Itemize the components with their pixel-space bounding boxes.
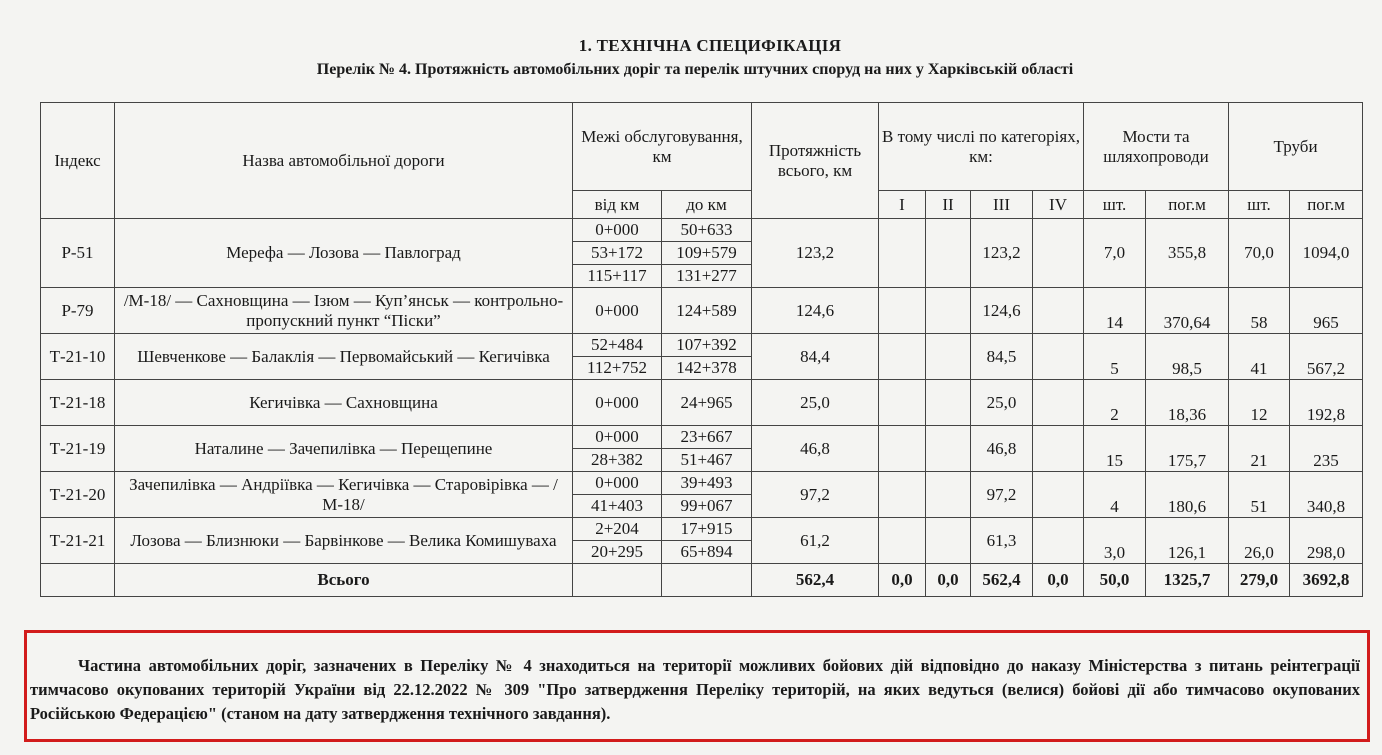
road-index: Т-21-10 [41, 334, 115, 380]
road-pipes-pcs: 26,0 [1229, 518, 1290, 564]
road-cat3: 123,2 [971, 219, 1033, 288]
table-row [41, 219, 1363, 242]
road-index: Т-21-21 [41, 518, 115, 564]
section-title: 1. ТЕХНІЧНА СПЕЦИФІКАЦІЯ [578, 36, 842, 55]
road-cat1 [879, 334, 926, 380]
table-row [41, 334, 1363, 357]
total-cat4: 0,0 [1033, 564, 1084, 597]
total-bridges-pcs: 50,0 [1084, 564, 1146, 597]
total-index-cell [41, 564, 115, 597]
header-bridges-pcs: шт. [1084, 191, 1146, 219]
segment-to-km: 99+067 [662, 495, 752, 518]
road-spec-table [40, 102, 1363, 597]
road-pipes-m: 340,8 [1290, 472, 1363, 518]
road-pipes-pcs: 58 [1229, 288, 1290, 334]
segment-to-km: 107+392 [662, 334, 752, 357]
road-name: Кегичівка — Сахновщина [115, 380, 573, 426]
road-index: Т-21-19 [41, 426, 115, 472]
table-caption: Перелік № 4. Протяжність автомобільних доріг та перелік штучних споруд на них у Харківській області [316, 61, 1074, 78]
header-length: Протяжність всього, км [752, 103, 879, 219]
road-cat2 [926, 288, 971, 334]
segment-from-km: 0+000 [573, 219, 662, 242]
road-index: Т-21-20 [41, 472, 115, 518]
header-category-1: I [879, 191, 926, 219]
road-cat4 [1033, 219, 1084, 288]
header-road-name: Назва автомобільної дороги [115, 103, 573, 219]
road-cat1 [879, 426, 926, 472]
table-row [41, 426, 1363, 449]
road-pipes-m: 192,8 [1290, 380, 1363, 426]
road-name: Мерефа — Лозова — Павлоград [115, 219, 573, 288]
road-cat1 [879, 518, 926, 564]
total-row [41, 564, 1363, 597]
road-bridges-pcs: 14 [1084, 288, 1146, 334]
road-bridges-pcs: 15 [1084, 426, 1146, 472]
header-category-4: IV [1033, 191, 1084, 219]
total-cat3: 562,4 [971, 564, 1033, 597]
segment-from-km: 41+403 [573, 495, 662, 518]
segment-from-km: 20+295 [573, 541, 662, 564]
road-cat2 [926, 426, 971, 472]
road-pipes-pcs: 51 [1229, 472, 1290, 518]
header-category-2: II [926, 191, 971, 219]
road-cat4 [1033, 518, 1084, 564]
road-bridges-m: 180,6 [1146, 472, 1229, 518]
header-to-km: до км [662, 191, 752, 219]
header-bridges: Мости та шляхопроводи [1084, 103, 1229, 191]
segment-from-km: 2+204 [573, 518, 662, 541]
road-name: Шевченкове — Балаклія — Первомайський — Кегичівка [115, 334, 573, 380]
road-cat4 [1033, 288, 1084, 334]
road-cat2 [926, 518, 971, 564]
road-cat4 [1033, 472, 1084, 518]
road-cat4 [1033, 426, 1084, 472]
segment-from-km: 112+752 [573, 357, 662, 380]
total-from-cell [573, 564, 662, 597]
total-pipes-pcs: 279,0 [1229, 564, 1290, 597]
header-pipes: Труби [1229, 103, 1363, 191]
road-bridges-m: 355,8 [1146, 219, 1229, 288]
road-pipes-pcs: 41 [1229, 334, 1290, 380]
road-cat1 [879, 288, 926, 334]
road-cat4 [1033, 380, 1084, 426]
road-name: /М-18/ — Сахновщина — Ізюм — Куп’янськ — контрольно-пропускний пункт “Піски” [115, 288, 573, 334]
segment-to-km: 142+378 [662, 357, 752, 380]
road-bridges-pcs: 7,0 [1084, 219, 1146, 288]
road-length: 61,2 [752, 518, 879, 564]
header-pipes-m: пог.м [1290, 191, 1363, 219]
road-bridges-m: 126,1 [1146, 518, 1229, 564]
road-cat3: 97,2 [971, 472, 1033, 518]
segment-to-km: 51+467 [662, 449, 752, 472]
segment-to-km: 50+633 [662, 219, 752, 242]
road-cat1 [879, 380, 926, 426]
road-cat2 [926, 219, 971, 288]
road-bridges-m: 370,64 [1146, 288, 1229, 334]
road-length: 124,6 [752, 288, 879, 334]
table-row [41, 380, 1363, 426]
total-to-cell [662, 564, 752, 597]
header-from-km: від км [573, 191, 662, 219]
road-bridges-m: 18,36 [1146, 380, 1229, 426]
road-pipes-m: 298,0 [1290, 518, 1363, 564]
table-row [41, 518, 1363, 541]
segment-from-km: 53+172 [573, 242, 662, 265]
total-length: 562,4 [752, 564, 879, 597]
road-length: 84,4 [752, 334, 879, 380]
road-cat2 [926, 472, 971, 518]
road-cat3: 124,6 [971, 288, 1033, 334]
road-cat3: 61,3 [971, 518, 1033, 564]
table-row [41, 288, 1363, 334]
road-pipes-pcs: 70,0 [1229, 219, 1290, 288]
segment-to-km: 23+667 [662, 426, 752, 449]
road-pipes-m: 235 [1290, 426, 1363, 472]
segment-to-km: 131+277 [662, 265, 752, 288]
road-length: 46,8 [752, 426, 879, 472]
road-length: 97,2 [752, 472, 879, 518]
road-index: Р-51 [41, 219, 115, 288]
road-name: Зачепилівка — Андріївка — Кегичівка — Старовірівка — /М-18/ [115, 472, 573, 518]
header-pipes-pcs: шт. [1229, 191, 1290, 219]
segment-from-km: 28+382 [573, 449, 662, 472]
total-label: Всього [115, 564, 573, 597]
road-name: Наталине — Зачепилівка — Перещепине [115, 426, 573, 472]
segment-from-km: 0+000 [573, 380, 662, 426]
road-length: 123,2 [752, 219, 879, 288]
segment-to-km: 65+894 [662, 541, 752, 564]
total-pipes-m: 3692,8 [1290, 564, 1363, 597]
road-bridges-pcs: 5 [1084, 334, 1146, 380]
road-cat3: 46,8 [971, 426, 1033, 472]
road-bridges-pcs: 2 [1084, 380, 1146, 426]
segment-to-km: 109+579 [662, 242, 752, 265]
road-pipes-m: 1094,0 [1290, 219, 1363, 288]
road-cat1 [879, 472, 926, 518]
total-bridges-m: 1325,7 [1146, 564, 1229, 597]
road-bridges-m: 98,5 [1146, 334, 1229, 380]
road-bridges-pcs: 3,0 [1084, 518, 1146, 564]
segment-to-km: 124+589 [662, 288, 752, 334]
segment-to-km: 39+493 [662, 472, 752, 495]
table-row [41, 472, 1363, 495]
road-cat2 [926, 380, 971, 426]
road-cat3: 84,5 [971, 334, 1033, 380]
segment-from-km: 52+484 [573, 334, 662, 357]
road-length: 25,0 [752, 380, 879, 426]
road-name: Лозова — Близнюки — Барвінкове — Велика Комишуваха [115, 518, 573, 564]
segment-to-km: 17+915 [662, 518, 752, 541]
road-cat4 [1033, 334, 1084, 380]
road-cat2 [926, 334, 971, 380]
combat-zone-note: Частина автомобільних доріг, зазначених в Переліку № 4 знаходиться на території можливих бойових дій відповідно до наказу Міністерства з питань реінтеграції тимчасово окупованих територій України від 22.12.2022 № 309 "Про затвердження Переліку територій, на яких ведуться (велися) бойові дії або тимчасово окупованих Російською Федерацією" (станом на дату затвердження технічного завдання). [30, 656, 1360, 723]
road-index: Р-79 [41, 288, 115, 334]
road-bridges-pcs: 4 [1084, 472, 1146, 518]
header-category-3: III [971, 191, 1033, 219]
road-cat3: 25,0 [971, 380, 1033, 426]
total-cat2: 0,0 [926, 564, 971, 597]
road-cat1 [879, 219, 926, 288]
header-categories: В тому числі по категоріях, км: [879, 103, 1084, 191]
road-pipes-pcs: 21 [1229, 426, 1290, 472]
road-index: Т-21-18 [41, 380, 115, 426]
segment-from-km: 0+000 [573, 426, 662, 449]
total-cat1: 0,0 [879, 564, 926, 597]
table-body [41, 219, 1363, 564]
road-bridges-m: 175,7 [1146, 426, 1229, 472]
road-pipes-m: 965 [1290, 288, 1363, 334]
segment-to-km: 24+965 [662, 380, 752, 426]
header-index: Індекс [41, 103, 115, 219]
road-pipes-pcs: 12 [1229, 380, 1290, 426]
road-pipes-m: 567,2 [1290, 334, 1363, 380]
header-limits: Межі обслуговування, км [573, 103, 752, 191]
segment-from-km: 0+000 [573, 472, 662, 495]
segment-from-km: 115+117 [573, 265, 662, 288]
header-bridges-m: пог.м [1146, 191, 1229, 219]
segment-from-km: 0+000 [573, 288, 662, 334]
